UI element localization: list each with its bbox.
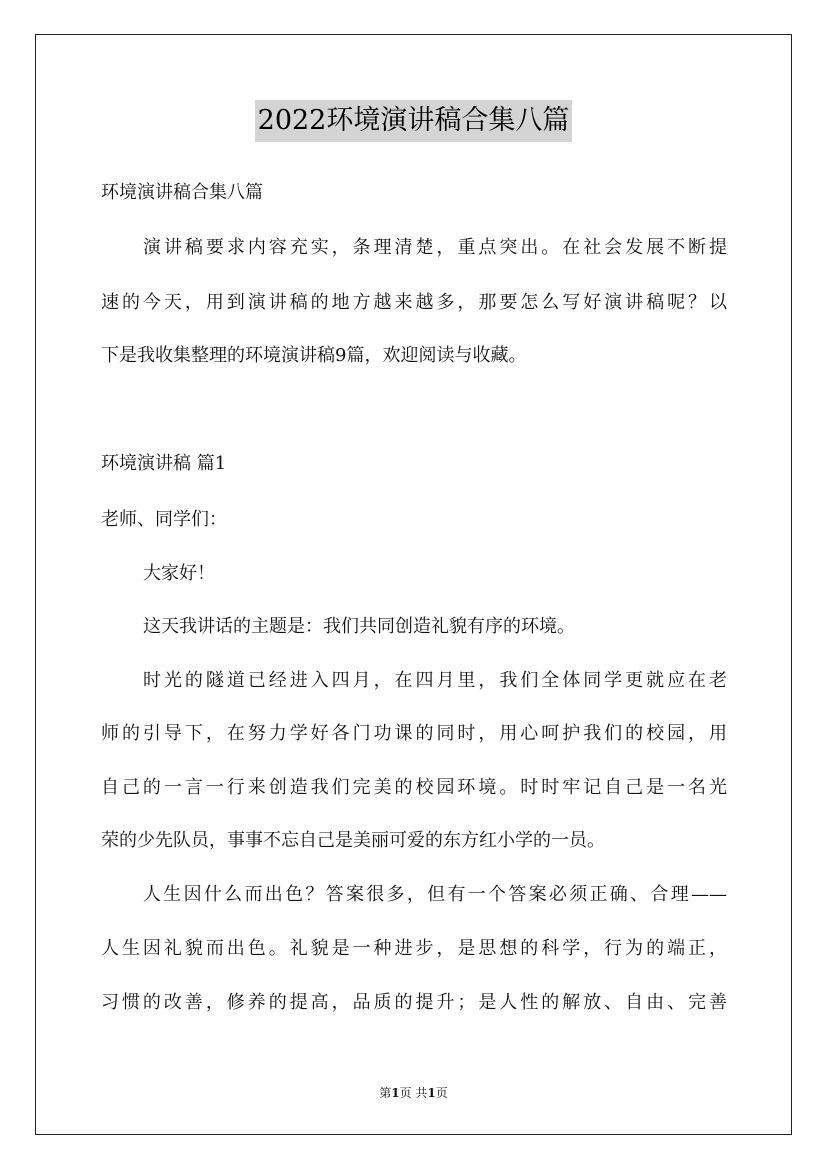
title-container <box>0 100 827 142</box>
footer-page-number: 1 <box>391 1086 400 1100</box>
footer-page-prefix: 第 <box>379 1086 392 1100</box>
topic-line: 这天我讲话的主题是：我们共同创造礼貌有序的环境。 <box>143 616 575 637</box>
footer-page-total: 1 <box>427 1086 436 1100</box>
paragraph1-line-4: 荣的少先队员，事事不忘自己是美丽可爱的东方红小学的一员。 <box>101 830 605 851</box>
intro-line-2: 速的今天，用到演讲稿的地方越来越多，那要怎么写好演讲稿呢？以 <box>101 292 727 313</box>
footer-page-mid: 页 共 <box>399 1086 428 1100</box>
paragraph2-line-2: 人生因礼貌而出色。礼貌是一种进步，是思想的科学，行为的端正， <box>101 938 727 959</box>
document-subtitle: 环境演讲稿合集八篇 <box>101 182 263 203</box>
paragraph1-line-1: 时光的隧道已经进入四月，在四月里，我们全体同学更就应在老 <box>143 670 727 691</box>
paragraph1-line-3: 自己的一言一行来创造我们完美的校园环境。时时牢记自己是一名光 <box>101 777 727 798</box>
greeting: 大家好！ <box>143 563 215 584</box>
salutation: 老师、同学们： <box>101 509 227 530</box>
section-heading: 环境演讲稿 篇1 <box>101 453 227 474</box>
document-title: 2022环境演讲稿合集八篇 <box>255 100 573 142</box>
paragraph2-line-1: 人生因什么而出色？答案很多，但有一个答案必须正确、合理—— <box>143 884 727 905</box>
paragraph1-line-2: 师的引导下，在努力学好各门功课的同时，用心呵护我们的校园，用 <box>101 723 727 744</box>
paragraph2-line-3: 习惯的改善，修养的提高，品质的提升；是人性的解放、自由、完善 <box>101 992 727 1013</box>
footer-page-suffix: 页 <box>435 1086 448 1100</box>
intro-line-3: 下是我收集整理的环境演讲稿9篇，欢迎阅读与收藏。 <box>101 345 527 366</box>
page-footer <box>0 1085 827 1101</box>
intro-line-1: 演讲稿要求内容充实，条理清楚，重点突出。在社会发展不断提 <box>143 237 727 258</box>
